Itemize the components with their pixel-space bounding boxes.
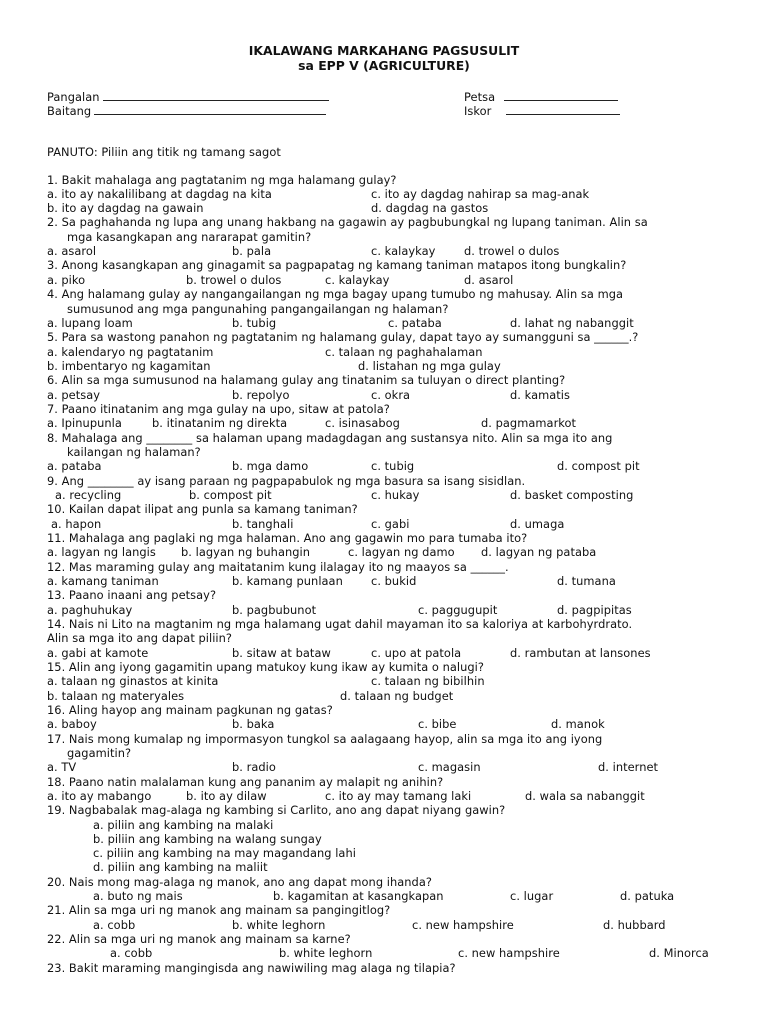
score-label: Iskor: [464, 104, 492, 118]
q13-option-d[interactable]: d. pagpipitas: [557, 603, 632, 617]
q1-option-d[interactable]: d. dagdag na gastos: [371, 201, 489, 215]
directions: PANUTO: Piliin ang titik ng tamang sagot: [47, 145, 281, 159]
q1-option-a[interactable]: a. ito ay nakalilibang at dagdag na kita: [47, 187, 272, 201]
q15-option-b[interactable]: b. talaan ng materyales: [47, 689, 185, 703]
q15-option-d[interactable]: d. talaan ng budget: [340, 689, 454, 703]
question-22: 22. Alin sa mga uri ng manok ang mainam sa karne?: [47, 932, 351, 946]
q11-option-c[interactable]: c. lagyan ng damo: [348, 545, 455, 559]
date-label: Petsa: [464, 90, 496, 104]
q5-option-b[interactable]: b. imbentaryo ng kagamitan: [47, 359, 211, 373]
name-blank[interactable]: [103, 89, 329, 101]
q17-option-b[interactable]: b. radio: [232, 760, 276, 774]
question-15: 15. Alin ang iyong gagamitin upang matukoy kung ikaw ay kumita o nalugi?: [47, 660, 484, 674]
q14-option-c[interactable]: c. upo at patola: [371, 646, 462, 660]
q19-option-a[interactable]: a. piliin ang kambing na malaki: [93, 818, 274, 832]
question-23: 23. Bakit maraming mangingisda ang nawiwiling mag alaga ng tilapia?: [47, 961, 456, 975]
question-7: 7. Paano itinatanim ang mga gulay na upo, sitaw at patola?: [47, 402, 390, 416]
q11-option-a[interactable]: a. lagyan ng langis: [47, 545, 156, 559]
q10-option-b[interactable]: b. tanghali: [232, 517, 294, 531]
grade-blank[interactable]: [94, 103, 326, 115]
question-17-cont: gagamitin?: [67, 746, 132, 760]
q16-option-d[interactable]: d. manok: [551, 717, 605, 731]
q20-option-d[interactable]: d. patuka: [620, 889, 675, 903]
question-4-cont: sumusunod ang mga pangunahing pangangailangan ng halaman?: [67, 302, 449, 316]
question-4: 4. Ang halamang gulay ay nangangailangan ng mga bagay upang tumubo ng mahusay. Alin sa mga: [47, 287, 624, 301]
q12-option-a[interactable]: a. kamang taniman: [47, 574, 159, 588]
question-10: 10. Kailan dapat ilipat ang punla sa kamang taniman?: [47, 502, 358, 516]
grade-field[interactable]: [47, 103, 326, 118]
question-11: 11. Mahalaga ang paglaki ng mga halaman. Ano ang gagawin mo para tumaba ito?: [47, 531, 528, 545]
q21-option-d[interactable]: d. hubbard: [603, 918, 666, 932]
question-2-cont: mga kasangkapan ang nararapat gamitin?: [67, 230, 312, 244]
q7-option-a[interactable]: a. Ipinupunla: [47, 416, 122, 430]
q22-option-a[interactable]: a. cobb: [110, 946, 153, 960]
q2-option-d[interactable]: d. trowel o dulos: [464, 244, 560, 258]
question-1: 1. Bakit mahalaga ang pagtatanim ng mga halamang gulay?: [47, 173, 397, 187]
q18-option-c[interactable]: c. ito ay may tamang laki: [325, 789, 472, 803]
q4-option-d[interactable]: d. lahat ng nabanggit: [510, 316, 634, 330]
q2-option-b[interactable]: b. pala: [232, 244, 272, 258]
q4-option-a[interactable]: a. lupang loam: [47, 316, 133, 330]
q9-option-c[interactable]: c. hukay: [371, 488, 420, 502]
question-16: 16. Aling hayop ang mainam pagkunan ng gatas?: [47, 703, 333, 717]
question-14-cont: Alin sa mga ito ang dapat piliin?: [47, 631, 233, 645]
q20-option-a[interactable]: a. buto ng mais: [93, 889, 183, 903]
q17-option-c[interactable]: c. magasin: [418, 760, 481, 774]
q7-option-b[interactable]: b. itinatanim ng direkta: [152, 416, 288, 430]
q11-option-d[interactable]: d. lagyan ng pataba: [481, 545, 597, 559]
question-8-cont: kailangan ng halaman?: [67, 445, 201, 459]
q5-option-d[interactable]: d. listahan ng mga gulay: [358, 359, 501, 373]
q22-option-c[interactable]: c. new hampshire: [458, 946, 560, 960]
question-2: 2. Sa paghahanda ng lupa ang unang hakbang na gagawin ay pagbubungkal ng lupang taniman. Alin sa: [47, 215, 648, 229]
q2-option-a[interactable]: a. asarol: [47, 244, 97, 258]
date-field[interactable]: [464, 89, 618, 104]
q18-option-a[interactable]: a. ito ay mabango: [47, 789, 152, 803]
question-13: 13. Paano inaani ang petsay?: [47, 588, 217, 602]
question-8: 8. Mahalaga ang ________ sa halaman upang madagdagan ang sustansya nito. Alin sa mga ito ang: [47, 431, 613, 445]
q10-option-c[interactable]: c. gabi: [371, 517, 410, 531]
q14-option-a[interactable]: a. gabi at kamote: [47, 646, 149, 660]
q16-option-a[interactable]: a. baboy: [47, 717, 97, 731]
page-subtitle: sa EPP V (AGRICULTURE): [298, 58, 470, 73]
q12-option-b[interactable]: b. kamang punlaan: [232, 574, 343, 588]
q18-option-b[interactable]: b. ito ay dilaw: [186, 789, 267, 803]
page-title: IKALAWANG MARKAHANG PAGSUSULIT: [248, 43, 520, 58]
q2-option-c[interactable]: c. kalaykay: [371, 244, 436, 258]
q21-option-b[interactable]: b. white leghorn: [232, 918, 326, 932]
question-18: 18. Paano natin malalaman kung ang pananim ay malapit ng anihin?: [47, 775, 444, 789]
q11-option-b[interactable]: b. lagyan ng buhangin: [181, 545, 311, 559]
q18-option-d[interactable]: d. wala sa nabanggit: [525, 789, 645, 803]
q6-option-d[interactable]: d. kamatis: [510, 388, 570, 402]
q12-option-c[interactable]: c. bukid: [371, 574, 417, 588]
q13-option-b[interactable]: b. pagbubunot: [232, 603, 317, 617]
question-9: 9. Ang ________ ay isang paraan ng pagpapabulok ng mga basura sa isang sisidlan.: [47, 474, 526, 488]
q3-option-d[interactable]: d. asarol: [464, 273, 514, 287]
q9-option-b[interactable]: b. compost pit: [189, 488, 272, 502]
score-blank[interactable]: [506, 103, 620, 115]
q14-option-b[interactable]: b. sitaw at bataw: [232, 646, 331, 660]
q16-option-b[interactable]: b. baka: [232, 717, 275, 731]
q8-option-c[interactable]: c. tubig: [371, 459, 415, 473]
q4-option-c[interactable]: c. pataba: [388, 316, 442, 330]
score-field[interactable]: [464, 103, 620, 118]
q13-option-a[interactable]: a. paghuhukay: [47, 603, 133, 617]
q20-option-c[interactable]: c. lugar: [510, 889, 554, 903]
q12-option-d[interactable]: d. tumana: [557, 574, 616, 588]
q16-option-c[interactable]: c. bibe: [418, 717, 457, 731]
q3-option-b[interactable]: b. trowel o dulos: [186, 273, 282, 287]
q6-option-a[interactable]: a. petsay: [47, 388, 101, 402]
q7-option-c[interactable]: c. isinasabog: [325, 416, 400, 430]
q17-option-d[interactable]: d. internet: [598, 760, 659, 774]
question-14: 14. Nais ni Lito na magtanim ng mga halamang ugat dahil mayaman ito sa kaloriya at karbohyrdrato.: [47, 617, 633, 631]
q20-option-b[interactable]: b. kagamitan at kasangkapan: [273, 889, 444, 903]
q9-option-a[interactable]: a. recycling: [55, 488, 122, 502]
q1-option-b[interactable]: b. ito ay dagdag na gawain: [47, 201, 204, 215]
q10-option-a[interactable]: a. hapon: [51, 517, 102, 531]
q5-option-a[interactable]: a. kalendaryo ng pagtatanim: [47, 345, 214, 359]
question-19: 19. Nagbabalak mag-alaga ng kambing si Carlito, ano ang dapat niyang gawin?: [47, 803, 506, 817]
q3-option-c[interactable]: c. kalaykay: [325, 273, 390, 287]
q6-option-c[interactable]: c. okra: [371, 388, 411, 402]
q19-option-c[interactable]: c. piliin ang kambing na may magandang lahi: [93, 846, 356, 860]
q9-option-d[interactable]: d. basket composting: [510, 488, 634, 502]
q3-option-a[interactable]: a. piko: [47, 273, 86, 287]
q19-option-d[interactable]: d. piliin ang kambing na maliit: [93, 860, 268, 874]
q8-option-b[interactable]: b. mga damo: [232, 459, 309, 473]
question-17: 17. Nais mong kumalap ng impormasyon tungkol sa aalagaang hayop, alin sa mga ito ang iyong: [47, 732, 603, 746]
grade-label: Baitang: [47, 104, 92, 118]
q5-option-c[interactable]: c. talaan ng paghahalaman: [325, 345, 483, 359]
name-label: Pangalan: [47, 90, 100, 104]
q6-option-b[interactable]: b. repolyo: [232, 388, 290, 402]
date-blank[interactable]: [504, 89, 618, 101]
question-6: 6. Alin sa mga sumusunod na halamang gulay ang tinatanim sa tuluyan o direct planting?: [47, 373, 566, 387]
question-21: 21. Alin sa mga uri ng manok ang mainam sa pangingitlog?: [47, 903, 391, 917]
question-12: 12. Mas maraming gulay ang maitatanim kung ilalagay ito ng maayos sa ______.: [47, 560, 509, 574]
q22-option-d[interactable]: d. Minorca: [649, 946, 709, 960]
q14-option-d[interactable]: d. rambutan at lansones: [510, 646, 651, 660]
q1-option-c[interactable]: c. ito ay dagdag nahirap sa mag-anak: [371, 187, 590, 201]
q21-option-c[interactable]: c. new hampshire: [412, 918, 514, 932]
q15-option-c[interactable]: c. talaan ng bibilhin: [371, 674, 485, 688]
q22-option-b[interactable]: b. white leghorn: [279, 946, 373, 960]
q21-option-a[interactable]: a. cobb: [93, 918, 136, 932]
q7-option-d[interactable]: d. pagmamarkot: [481, 416, 577, 430]
question-3: 3. Anong kasangkapan ang ginagamit sa pagpapatag ng kamang taniman matapos itong bungkalin?: [47, 258, 627, 272]
q8-option-a[interactable]: a. pataba: [47, 459, 102, 473]
q17-option-a[interactable]: a. TV: [47, 760, 77, 774]
name-field[interactable]: [47, 89, 329, 104]
question-20: 20. Nais mong mag-alaga ng manok, ano ang dapat mong ihanda?: [47, 875, 432, 889]
q4-option-b[interactable]: b. tubig: [232, 316, 277, 330]
q10-option-d[interactable]: d. umaga: [510, 517, 565, 531]
q15-option-a[interactable]: a. talaan ng ginastos at kinita: [47, 674, 219, 688]
q13-option-c[interactable]: c. paggugupit: [418, 603, 498, 617]
question-5: 5. Para sa wastong panahon ng pagtatanim ng halamang gulay, dapat tayo ay sumangguni sa ______.?: [47, 330, 639, 344]
q8-option-d[interactable]: d. compost pit: [557, 459, 640, 473]
q19-option-b[interactable]: b. piliin ang kambing na walang sungay: [93, 832, 322, 846]
